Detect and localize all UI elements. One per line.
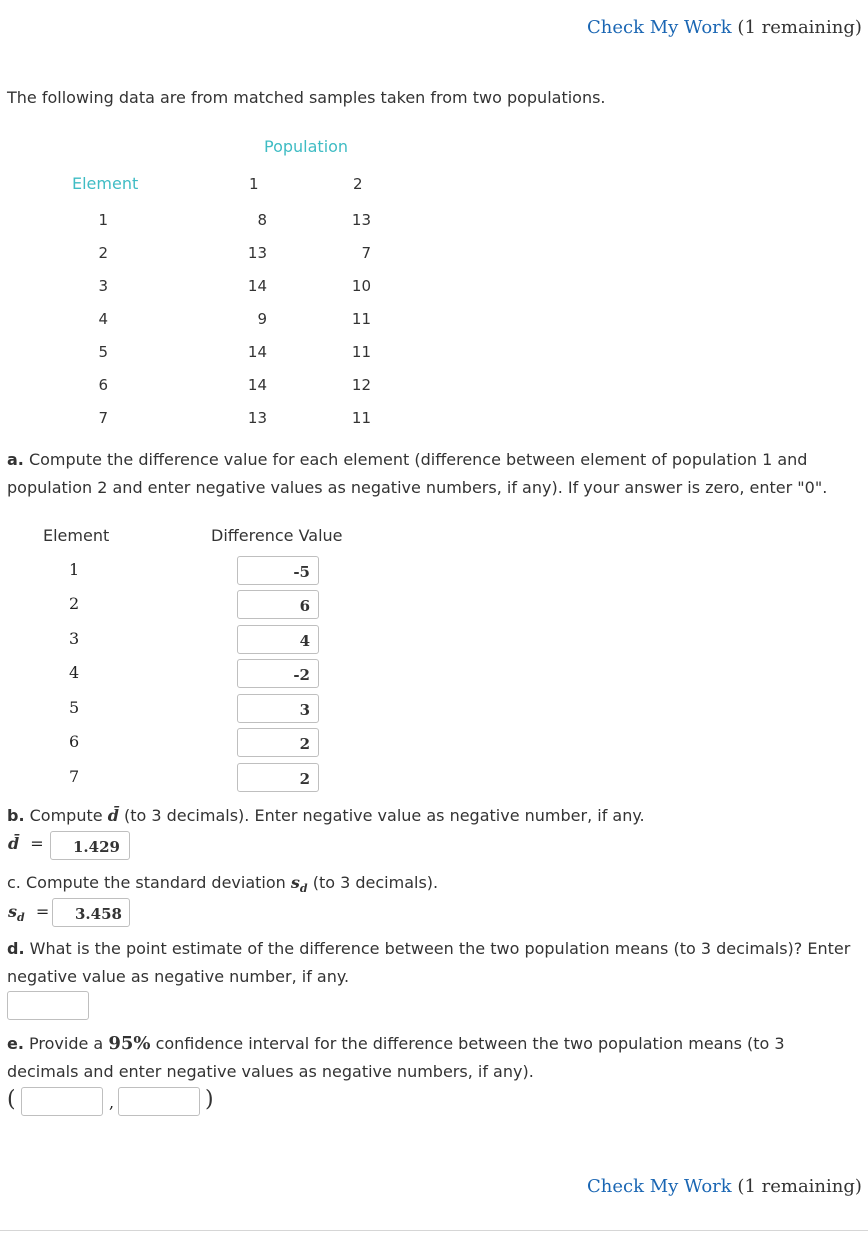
pop1-header: 1 (249, 175, 259, 193)
part-c-question (7, 869, 857, 903)
table-cell: 14 (247, 277, 267, 295)
diff-element-header: Element (43, 526, 110, 545)
diff-element-label: 2 (69, 594, 80, 613)
part-b-text-after: (to 3 decimals). Enter negative value as negative number, if any. (123, 806, 645, 825)
table-cell: 2 (98, 244, 108, 262)
diff-element-label: 7 (69, 767, 80, 786)
point-estimate-input[interactable] (7, 991, 89, 1020)
d-bar-equation (8, 834, 44, 853)
sd-input[interactable]: 3.458 (52, 898, 130, 927)
sd-equation (8, 902, 49, 924)
ci-lower-input[interactable] (21, 1087, 103, 1116)
part-d-label: d. (7, 939, 25, 958)
remaining-count: (1 remaining) (737, 1176, 862, 1197)
confidence-level: 95% (108, 1033, 151, 1054)
bottom-divider (0, 1230, 868, 1231)
difference-input[interactable]: -5 (237, 556, 319, 585)
table-cell: 11 (351, 343, 371, 361)
part-c-text-after: (to 3 decimals). (312, 873, 439, 892)
table-cell: 10 (351, 277, 371, 295)
table-cell: 6 (98, 376, 108, 394)
table-cell: 12 (351, 376, 371, 394)
pop2-header: 2 (353, 175, 363, 193)
diff-element-label: 3 (69, 629, 80, 648)
table-cell: 13 (247, 244, 267, 262)
difference-input[interactable]: 2 (237, 728, 319, 757)
part-e-label: e. (7, 1034, 24, 1053)
diff-element-label: 6 (69, 732, 80, 751)
part-d-question (7, 935, 857, 991)
check-my-work-bottom[interactable] (587, 1176, 862, 1197)
open-paren: ( (7, 1087, 16, 1112)
check-my-work-link[interactable]: Check My Work (587, 1176, 732, 1197)
difference-input[interactable]: 4 (237, 625, 319, 654)
check-my-work-top[interactable] (587, 17, 862, 38)
d-bar-symbol-answer: d̄ (8, 834, 20, 853)
check-my-work-link[interactable]: Check My Work (587, 17, 732, 38)
table-cell: 1 (98, 211, 108, 229)
table-cell: 7 (361, 244, 371, 262)
table-cell: 11 (351, 409, 371, 427)
intro-text: The following data are from matched samples taken from two populations. (7, 88, 606, 107)
part-c-text-before: Compute the standard deviation (25, 873, 286, 892)
table-cell: 9 (257, 310, 267, 328)
close-paren: ) (205, 1087, 214, 1112)
part-a-question (7, 446, 857, 502)
population-header: Population (264, 137, 349, 156)
equals-sign: = (35, 902, 50, 921)
ci-upper-input[interactable] (118, 1087, 200, 1116)
diff-element-label: 5 (69, 698, 80, 717)
d-bar-symbol: d̄ (107, 806, 119, 825)
part-c-label: c. (7, 873, 21, 892)
difference-input[interactable]: -2 (237, 659, 319, 688)
table-cell: 7 (98, 409, 108, 427)
sd-symbol-answer: $s_d$ (8, 902, 25, 925)
table-cell: 14 (247, 376, 267, 394)
diff-element-label: 1 (69, 560, 80, 579)
part-b-label: b. (7, 806, 25, 825)
table-cell: 4 (98, 310, 108, 328)
table-cell: 13 (247, 409, 267, 427)
table-cell: 5 (98, 343, 108, 361)
equals-sign: = (30, 834, 44, 853)
table-cell: 11 (351, 310, 371, 328)
difference-input[interactable]: 2 (237, 763, 319, 792)
table-cell: 14 (247, 343, 267, 361)
difference-input[interactable]: 6 (237, 590, 319, 619)
difference-value-header: Difference Value (211, 526, 343, 545)
table-cell: 3 (98, 277, 108, 295)
difference-input[interactable]: 3 (237, 694, 319, 723)
part-e-text-after: confidence interval for the difference between the two population means (to 3 decimals and enter negative values as negative numbers, if any). (7, 1034, 785, 1081)
part-b-question (7, 802, 857, 830)
diff-element-label: 4 (69, 663, 80, 682)
part-e-text-before: Provide a (29, 1034, 104, 1053)
part-b-text-before: Compute (29, 806, 103, 825)
remaining-count: (1 remaining) (737, 17, 862, 38)
part-a-text: Compute the difference value for each element (difference between element of population 1 and population 2 and enter negative values as negative numbers, if any). If your answer is zero, enter "0". (7, 450, 828, 497)
part-d-text: What is the point estimate of the difference between the two population means (to 3 decimals)? Enter negative value as negative number, if any. (7, 939, 851, 986)
part-a-label: a. (7, 450, 24, 469)
d-bar-input[interactable]: 1.429 (50, 831, 130, 860)
sd-symbol: $s_d$ (290, 873, 308, 896)
part-e-question (7, 1030, 857, 1086)
comma: , (109, 1093, 115, 1112)
table-cell: 13 (351, 211, 371, 229)
table-cell: 8 (257, 211, 267, 229)
element-header: Element (72, 174, 139, 193)
